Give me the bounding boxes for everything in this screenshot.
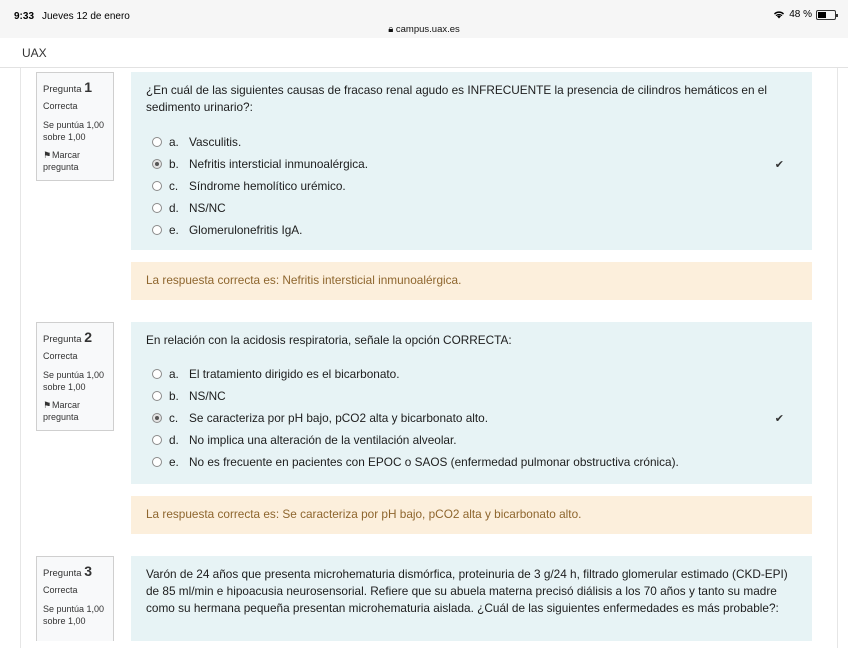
radio-button[interactable] — [152, 203, 162, 213]
radio-button[interactable] — [152, 225, 162, 235]
question-grade: Se puntúa 1,00 sobre 1,00 — [43, 370, 105, 393]
radio-button-selected[interactable] — [152, 159, 162, 169]
answer-option[interactable]: d. No implica una alteración de la ventilación alveolar. — [146, 429, 797, 451]
date: Jueves 12 de enero — [42, 11, 130, 22]
question-info-3 — [36, 556, 114, 641]
address-bar[interactable] — [0, 24, 848, 35]
battery-percent: 48 % — [789, 9, 812, 20]
radio-button[interactable] — [152, 181, 162, 191]
status-right — [773, 9, 836, 20]
flag-question-link[interactable]: ⚑Marcar pregunta — [43, 400, 81, 423]
answer-option[interactable]: a. Vasculitis. — [146, 131, 797, 153]
question-state: Correcta — [43, 100, 78, 111]
question-info-2 — [36, 322, 114, 431]
status-bar — [0, 0, 848, 38]
question-number: Pregunta 3 — [43, 563, 92, 579]
answer-option[interactable]: e. No es frecuente en pacientes con EPOC o SAOS (enfermedad pulmonar obstructiva crónica). — [146, 451, 797, 473]
answer-option[interactable]: b. Nefritis intersticial inmunoalérgica. ✔ — [146, 153, 797, 175]
lock-icon: 🔒︎ — [388, 24, 394, 35]
flag-icon: ⚑ — [43, 150, 52, 161]
answer-list — [146, 363, 797, 473]
answer-option[interactable]: a. El tratamiento dirigido es el bicarbonato. — [146, 363, 797, 385]
url-text: campus.uax.es — [395, 24, 460, 35]
question-content-1 — [131, 72, 812, 250]
question-content-3 — [131, 556, 812, 641]
clock: 9:33 — [14, 11, 35, 22]
question-text: Varón de 24 años que presenta microhematuria dismórfica, proteinuria de 3 g/24 h, filtrado glomerular estimado (CKD-EPI) de 85 ml/min e hipoacusia neurosensorial. Refiere que su abuela materna precisó diálisis a los 70 años y tanto su madre como su hermana pequeña presentan microhematuria aislada. ¿Cuál de las siguientes enfermedades es más probable?: — [146, 567, 788, 615]
question-state: Correcta — [43, 584, 78, 595]
answer-option[interactable]: d. NS/NC — [146, 197, 797, 219]
radio-button[interactable] — [152, 435, 162, 445]
correct-check-icon: ✔ — [774, 413, 784, 425]
question-number: Pregunta 2 — [43, 329, 92, 345]
flag-icon: ⚑ — [43, 400, 52, 411]
correct-check-icon: ✔ — [774, 159, 784, 171]
correct-answer-feedback-2: La respuesta correcta es: Se caracteriza por pH bajo, pCO2 alta y bicarbonato alto. — [131, 496, 812, 534]
radio-button[interactable] — [152, 369, 162, 379]
question-text: ¿En cuál de las siguientes causas de fracaso renal agudo es INFRECUENTE la presencia de cilindros hemáticos en el sedimento urinario?: — [146, 83, 767, 114]
radio-button-selected[interactable] — [152, 413, 162, 423]
question-grade: Se puntúa 1,00 sobre 1,00 — [43, 604, 105, 627]
correct-answer-feedback-1: La respuesta correcta es: Nefritis intersticial inmunoalérgica. — [131, 262, 812, 300]
question-grade: Se puntúa 1,00 sobre 1,00 — [43, 120, 105, 143]
flag-question-link[interactable]: ⚑Marcar pregunta — [43, 150, 81, 173]
battery-icon — [816, 10, 836, 20]
site-logo[interactable]: UAX — [22, 46, 47, 60]
question-text: En relación con la acidosis respiratoria, señale la opción CORRECTA: — [146, 333, 512, 347]
question-info-1 — [36, 72, 114, 181]
question-state: Correcta — [43, 350, 78, 361]
question-content-2 — [131, 322, 812, 484]
question-number: Pregunta 1 — [43, 79, 92, 95]
answer-list — [146, 131, 797, 241]
answer-option[interactable]: e. Glomerulonefritis IgA. — [146, 219, 797, 241]
site-header — [0, 38, 848, 68]
wifi-icon — [773, 10, 785, 19]
answer-option[interactable]: b. NS/NC — [146, 385, 797, 407]
radio-button[interactable] — [152, 137, 162, 147]
answer-option[interactable]: c. Se caracteriza por pH bajo, pCO2 alta y bicarbonato alto. ✔ — [146, 407, 797, 429]
radio-button[interactable] — [152, 391, 162, 401]
radio-button[interactable] — [152, 457, 162, 467]
answer-option[interactable]: c. Síndrome hemolítico urémico. — [146, 175, 797, 197]
